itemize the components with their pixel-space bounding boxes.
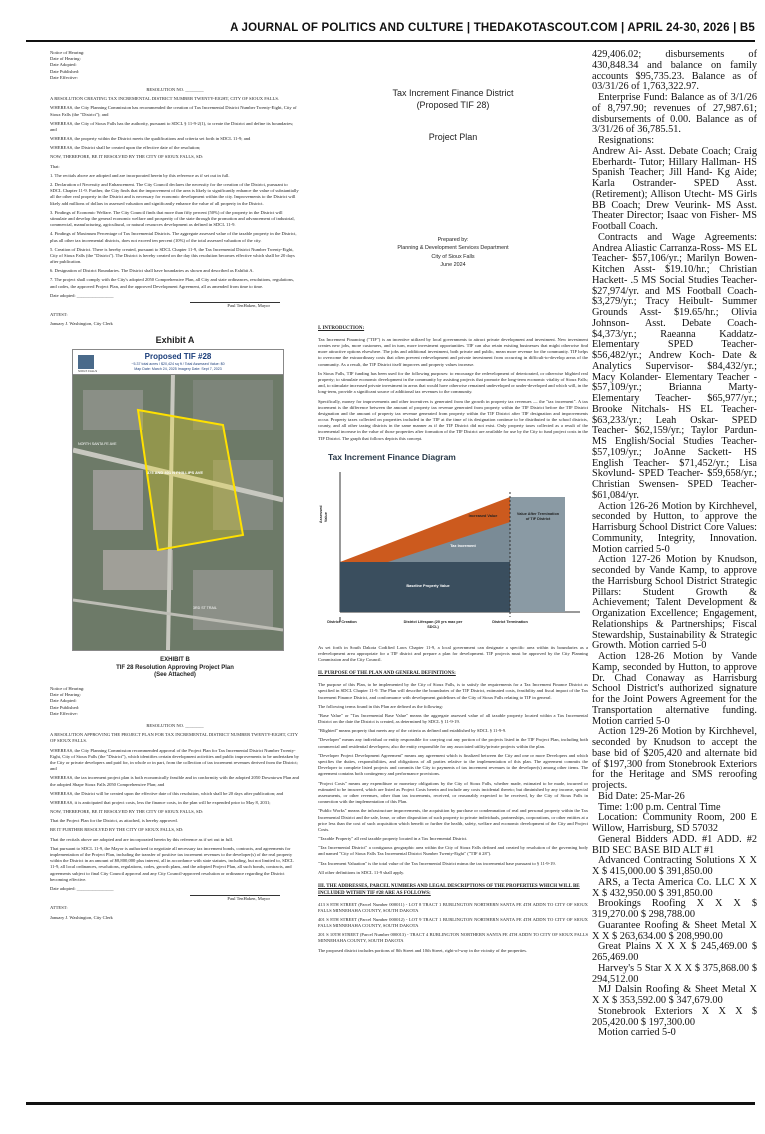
minutes-paragraph: MJ Dalsin Roofing & Sheet Metal X X X $ 353,592.00 $ 347,679.00 — [592, 984, 757, 1006]
map-label: NORTH SANTA FE AVE — [78, 441, 117, 446]
that-label: That: — [50, 163, 60, 169]
masthead-rule — [26, 40, 755, 42]
whereas-clause: That the recitals above are adopted and are incorporated herein by this reference as if set out in full. — [50, 836, 234, 842]
map-label: 3RD ST TRAIL — [193, 605, 217, 610]
definition: All other definitions in SDCL 11-9 shall apply. — [318, 869, 405, 875]
definition: "Developer Project Development Agreement" means any agreement which is finalized between the City and one or more Developers and which specifies the duties, responsibilities, and obligations of all parties relative to the implementation of this plan. The agreement commits the Developer to complete listed projects and commits the City to payments of tax increment revenues to the developer(s) among other items. The agreement contains both contingency and performance provisions. — [318, 752, 588, 777]
resolution-title: A RESOLUTION CREATING TAX INCREMENTAL DISTRICT NUMBER TWENTY-EIGHT, CITY OF SIOUX FALLS. — [50, 96, 280, 102]
resolution-item: 4. Findings of Maximum Percentage of Tax Incremental Districts. The aggregate assessed value of the taxable property in the District, plus all other tax incremental districts, does not exceed ten percent (10%) of the total assessed valuation of the city. — [50, 231, 297, 243]
mayor-signature: Paul TenHaken, Mayor — [227, 303, 270, 308]
minutes-paragraph: Action 129-26 Motion by Kirchhevel, seconded by Knudson to accept the base bid of $205,420 and alternate bid of $197,300 from Stonebrook Exteriors for the Heritage and SMS reroofing projects. — [592, 726, 757, 791]
prepared-line: June 2024 — [440, 262, 466, 269]
minutes-paragraph: Location: Community Room, 200 E Willow, Harrisburg, SD 57032 — [592, 812, 757, 834]
paragraph: Specifically, money for improvements and other incentives is generated from the growth in property tax revenues — the "tax increment". A tax increment is the difference between the amount of property tax revenue generated from property within the TIF District before the TIF District designation and the amount of property tax revenue generated from property within the TIF District after TIF designation and improvements occur. Property taxes collected on properties included in the TIF at the time of its designation continue to be distributed to the school districts, county, and all other taxing districts in the same manner as if the TIF District did not exist. Only property taxes collected as a result of the incremental increase in the value of those properties after formation of the TIF District are available for use by the City to fund project costs in the TIF District. The graph that follows depicts this concept. — [318, 398, 588, 441]
prepared-by — [318, 236, 588, 271]
paragraph: As set forth in South Dakota Codified Laws Chapter 11-9, a local government can designate a specific area within its boundaries as a redevelopment area appropriate for a TIF district and prepare a plan for development. TIF projects must be approved by the City Planning Commission and the City Council. — [318, 644, 588, 663]
minutes-paragraph: Stonebrook Exteriors X X X $ 205,420.00 $ 197,300.00 — [592, 1005, 757, 1028]
tif-diagram — [318, 452, 588, 637]
paragraph: The purpose of this Plan, to be implemented by the City of Sioux Falls, is to satisfy the requirements for a Tax Increment Finance District as specified in SDCL Chapter 11-9. The Plan will describe the boundaries of the TIF District, estimated costs, feasibility and fiscal impact of the Tax Increment Finance District, and conformance with development guidelines of the City of Sioux Falls relating to TIF in general. — [318, 682, 588, 700]
exhibit-b-title — [50, 657, 300, 680]
diagram-label: Value After Termination of TIF District — [516, 511, 560, 521]
notice-field: Date of Hearing: — [50, 692, 81, 698]
whereas-clause: WHEREAS, the City Planning Commission recommended approval of the Project Plan for Tax Incremental District Number Twenty-Eight, City of Sioux Falls (the "District"), which identifies certain development activities and public improvements to be undertaken by the City or private developers and paid for, in whole or in part, from the collection of tax increment revenues derived from the District; and — [50, 747, 299, 772]
whereas-clause: WHEREAS, the property within the District meets the qualifications and criteria set forth in SDCL 11-9; and — [50, 136, 251, 142]
legal-description: 401 S 8TH STREET (Parcel Number 000012) - LOT 9 TRACT 1 BURLINGTON NORTHERN SANTA FE 4TH ADDN TO CITY OF SIOUX FALLS MINNEHAHA COUNTY, SOUTH DAKOTA — [318, 916, 588, 929]
city-logo-text: SIOUX FALLS — [78, 368, 98, 373]
clerk-signature: January J. Washington, City Clerk — [50, 914, 113, 920]
definition: "Taxable Property" all real taxable property located in a Tax Incremental District. — [318, 836, 468, 842]
mayor-signature: Paul TenHaken, Mayor — [227, 896, 270, 902]
aerial-map-image — [73, 350, 283, 650]
minutes-paragraph: Great Plains X X X $ 245,469.00 $ 265,469.00 — [592, 941, 757, 963]
diagram-label: Baseline Property Value — [406, 583, 450, 588]
paragraph: The following terms found in this Plan are defined as the following: — [318, 703, 443, 709]
resolution-title: A RESOLUTION APPROVING THE PROJECT PLAN FOR TAX INCREMENTAL DISTRICT NUMBER TWENTY-EIGHT, CITY OF SIOUX FALLS. — [50, 732, 298, 744]
plan-title-line: (Proposed TIF 28) — [416, 99, 490, 110]
notice-field: Date Adopted: — [50, 62, 77, 68]
minutes-paragraph: Contracts and Wage Agreements: Andrea Aliastic Carranza-Ross- MS EL Teacher- $57,106/yr.; Marilyn Bowen- Kitchen Asst- $19.10/hr.; Christian Hackett- .5 MS Social Studies Teacher- $27,974/yr. and MS Football Coach- $3,279/yr.; Tracy Heibult- Summer Grounds Asst- $19.65/hr.; Olivia Johnson- Asst. Debate Coach- $4,373/yr.; Raeanna Kaddatz- Elementary SPED Teacher- $56,482/yr.; Andrew Koch- Date & Analytics Supervisor- $84,432/yr.; Macy Kolander- Elementary Teacher - $57,109/yr.; Brianna Marty- Elementary Teacher- $65,977/yr.; Brooke Nitchals- HS EL Teacher- $63,233/yr.; Leah Oskar- SPED Teacher- $62,159/yr.; Taylor Pardun- MS English/Social Studies Teacher- $57,109/yr.; JoAnne Sackett- HS English Teacher- $71,452/yr.; Lisa Skovlund- SPED Teacher- $59,658/yr.; Christian Swensen- SPED Teacher- $61,084/yr. — [592, 231, 757, 501]
legal-description: 201 S 10TH STREET (Parcel Number 000013) - TRACT 4 BURLINGTON NORTHERN SANTA FE 4TH ADDN TO CITY OF SIOUX FALLS MINNEHAHA COUNTY, SOUTH DAKOTA — [318, 932, 588, 944]
map-title: Proposed TIF #28 — [144, 351, 212, 361]
diagram-title: Tax Increment Finance Diagram — [328, 451, 456, 462]
map-header — [73, 350, 283, 375]
definition: "Blighted" means property that meets any of the criteria as defined and established by SDCL § 11-9-9. — [318, 728, 507, 734]
section-heading: III. THE ADDRESSES, PARCEL NUMBERS AND LEGAL DESCRIPTIONS OF THE PROPERTIES WHICH WILL BE INCLUDED WITHIN TIF #28 ARE AS FOLLOWS: — [318, 884, 580, 896]
section-heading: II. PURPOSE OF THE PLAN AND GENERAL DEFINITIONS: — [318, 671, 456, 677]
map-subtitle: Map Date: March 24, 2025 Imagery Date: Sept 7, 2023 — [134, 366, 222, 371]
whereas-clause: NOW, THEREFORE, BE IT RESOLVED BY THE CITY OF SIOUX FALLS, SD: — [50, 809, 204, 815]
left-column — [50, 50, 300, 924]
minutes-paragraph: Enterprise Fund: Balance as of 3/1/26 of 8,797.90; revenues of 27,987.61; disbursements of 0.00. Balance as of 3/31/26 of 36,785.51. — [592, 92, 757, 136]
whereas-clause: WHEREAS, the City of Sioux Falls has the authority, pursuant to SDCL § 11-9-2(1), to create the District and define its boundaries; and — [50, 120, 294, 132]
notice-field: Notice of Hearing: — [50, 686, 85, 692]
notice-field: Date Effective: — [50, 710, 78, 716]
paragraph: The proposed district includes portions of 8th Street and 10th Street, right-of-way in the vicinity of the properties. — [318, 947, 528, 953]
minutes-paragraph: ARS, a Tecta America Co. LLC X X X $ 432,950.00 $ 391,850.00 — [592, 876, 757, 899]
diagram-label: Increased Value — [468, 513, 498, 518]
whereas-clause: WHEREAS, it is anticipated that project costs, less the finance costs, in the plan will be expended prior to May 8, 2031; — [50, 799, 271, 805]
attest-label: ATTEST: — [50, 905, 68, 911]
attest-label: ATTEST: — [50, 312, 68, 318]
spacer — [318, 270, 588, 318]
exhibit-b-line: EXHIBIT B — [160, 656, 190, 663]
whereas-clause: That pursuant to SDCL 11-9, the Mayor is authorized to negotiate all necessary tax increment bonds, contracts, and agreements for implementation of the Project Plan, including the transfer of positive tax increment revenues to the developer(s) of the real property within the District in an amount of $8,800,000 plus interest, all in accordance with state statutes, including, but not limited to, SDCL 11-9, all local ordinances, resolutions, regulations, codes, growth plans, and the adopted Project Plan, all such bonds, contracts, and agreements subject to final City Council approval and any City Council-approved resolution or ordinance regarding the District becoming effective. — [50, 845, 294, 882]
definition: "Tax Incremental District" a contiguous geographic area within the City of Sioux Falls defined and created by resolution of the governing body and named "City of Sioux Falls Tax Incremental District Number Twenty-Eight" ("TIF # 28"). — [318, 845, 588, 857]
tif-map — [72, 349, 284, 651]
resolution-item: 5. Creation of District. There is hereby created, pursuant to SDCL Chapter 11-9, the Tax Incremental District Number Twenty-Eight, City of Sioux Falls (the "District"). The District is hereby created on the day this resolution becomes effective which shall be 20 days after publication. — [50, 246, 295, 265]
minutes-paragraph: Guarantee Roofing & Sheet Metal X X X $ 263,634.00 $ 208,990.00 — [592, 919, 757, 942]
resolution-item: 3. Findings of Economic Welfare. The City Council finds that more than fifty percent (50%) of the property in the District will stimulate and develop the general economic welfare and prosperity of the state through the promotion and advancement of industrial, commercial, manufacturing, agricultural, or natural resources development as defined in SDCL 11-9. — [50, 209, 295, 228]
whereas-clause: WHEREAS, the District will be created upon the effective date of this resolution, which shall be 20 days after publication; and — [50, 790, 284, 796]
resolution-number: RESOLUTION NO. ________ — [146, 86, 204, 92]
diagram-label: District Lifespan (20 yrs max per SDCL) — [403, 619, 463, 629]
plan-title-line: Tax Increment Finance District — [392, 88, 514, 98]
minutes-paragraph: Bid Date: 25-Mar-26 — [598, 790, 685, 802]
prepared-line: City of Sioux Falls — [431, 253, 475, 260]
minutes-paragraph: Action 127-26 Motion by Knudson, seconded by Vande Kamp, to approve the Harrisburg School District Strategic Pillars: Student Growth & Achievement; Talent Development & Organization Excellence; Engagement, Relationships & Partnerships; Fiscal Stewardship, Sustainability & Strategic Growth. Motion carried 5-0 — [592, 554, 757, 652]
notice-field: Notice of Hearing: — [50, 50, 85, 55]
right-column — [592, 50, 757, 1039]
notice-field: Date Effective: — [50, 74, 78, 80]
section-heading: I. INTRODUCTION: — [318, 326, 365, 332]
minutes-paragraph: Time: 1:00 p.m. Central Time — [598, 801, 721, 813]
now-therefore: NOW, THEREFORE, BE IT RESOLVED BY THE CITY OF SIOUX FALLS, SD: — [50, 154, 204, 160]
plan-subtitle: Project Plan — [428, 132, 478, 143]
definition: "Project Costs" means any expenditure or monetary obligations by the City of Sioux Falls, whether made, estimated to be made, incurred or estimated to be incurred, which are listed as Project Costs herein and include any costs incidental thereto; but diminished by any income, special assessments, or other revenues, other than tax increments, received, or reasonably expected to be received, by the City of Sioux Falls in connection with the implementation of this Plan. — [318, 780, 588, 805]
notice-field: Date Published: — [50, 704, 80, 710]
minutes-paragraph: General Bidders ADD. #1 ADD. #2 BID SEC BASE BID ALT #1 — [592, 833, 757, 856]
resolution-item: 6. Designation of District Boundaries. The District shall have boundaries as shown and described as Exhibit A. — [50, 268, 254, 274]
minutes-paragraph: Resignations: — [598, 135, 655, 146]
minutes-paragraph: Brookings Roofing X X X $ 319,270.00 $ 298,788.00 — [592, 898, 757, 920]
exhibit-b-line: TIF 28 Resolution Approving Project Plan — [116, 664, 234, 671]
definition: "Public Works" means the infrastructure improvements, the acquisition by purchase or condemnation of real and personal property within the Tax Incremental District and the sale, lease, or other disposition of such property to private individuals, partnerships, corporations, or other entities at a price less than the cost of such acquisition which benefit or further the health, safety, welfare and economic development of the City and Project Costs. — [318, 808, 588, 832]
notice-field: Date Adopted: — [50, 698, 77, 704]
resolution-item: 7. The project shall comply with the City's adopted 2050 Comprehensive Plan, all City and state ordinances, resolutions, regulations, and codes, the approved Project Plan, and the approved Development Agreement, all as amended from time to time. — [50, 277, 295, 289]
masthead — [0, 0, 765, 44]
date-adopted: Date adopted: ________________ — [50, 885, 114, 891]
whereas-clause: That the Project Plan for the District, as attached, is hereby approved. — [50, 818, 178, 824]
definition: "Base Value" or "Tax Incremental Base Value" means the aggregate assessed value of all taxable property located within a Tax Incremental District on the date the District is created, as determined by SDCL § 11-9-19. — [318, 712, 588, 725]
plan-title — [318, 88, 588, 111]
date-adopted: Date adopted: ________________ — [50, 292, 114, 298]
exhibit-a-title: Exhibit A — [155, 334, 195, 345]
map-subtitle: ~5.37 total acres / $20,424 sq ft / Total Assessed Value: $0 — [131, 361, 225, 366]
paragraph: Tax Increment Financing ("TIF") is an incentive utilized by local governments to attract private development and investment. New investment creates new jobs, more customers, and in turn, more investment opportunities. TIF can also retain existing businesses that might otherwise find more attractive options elsewhere. The jobs and additional investment, both private and public, mean more revenue for the community. TIF helps to overcome the extraordinary costs that often prevent redevelopment and private investment from occurring in difficult-to-develop areas of the community. As a result, the TIF District itself improves and property values increase. — [318, 336, 588, 367]
resolution-number: RESOLUTION NO. ________ — [146, 723, 204, 729]
definition: "Developer" means any individual or entity responsible for carrying out any portion of the projects listed in the TIF Project Plan, including both commercial and residential developers; also the entity responsible for any associated utility/private projects within the plan. — [318, 737, 588, 749]
minutes-paragraph: Action 126-26 Motion by Kirchhevel, seconded by Hutton, to approve the Harrisburg School District Core Values: Community, Integrity, Innovation. Motion carried 5-0 — [592, 500, 757, 555]
diagram-label: District Termination — [492, 619, 528, 624]
paragraph: In Sioux Falls, TIF funding has been used for the following purposes: to encourage the redevelopment of deteriorated, or otherwise blighted real property; to stimulate economic development in the community by assisting projects that promote the long-term economic vitality of Sioux Falls; and, to stimulate increased private investment in areas that would have otherwise remained undeveloped or under-developed and which will, in the long-term, provide a significant source of additional tax revenues to the community. — [318, 370, 588, 395]
prepared-line: Planning & Development Services Department — [397, 245, 509, 252]
legal-description: 413 S 8TH STREET (Parcel Number 000011) - LOT 8 TRACT 1 BURLINGTON NORTHERN SANTA FE 4TH ADDN TO CITY OF SIOUX FALLS MINNEHAHA COUNTY, SOUTH DAKOTA — [318, 901, 588, 913]
notice-field: Date of Hearing: — [50, 56, 81, 62]
minutes-paragraph: Harvey's 5 Star X X X $ 375,868.00 $ 294,512.00 — [592, 962, 757, 985]
definition: "Tax Increment Valuation" is the total value of the Tax Incremental District minus the tax incremental base pursuant to § 11-9-19. — [318, 860, 556, 866]
diagram-label: Tax Increment — [450, 543, 476, 548]
notice-fields — [50, 50, 300, 81]
footer-rule — [26, 1102, 755, 1105]
notice-fields — [50, 686, 300, 717]
masthead-text: A JOURNAL OF POLITICS AND CULTURE | THEDAKOTASCOUT.COM | APRIL 24-30, 2026 | B5 — [230, 22, 755, 34]
diagram-label: District Creation — [327, 619, 357, 624]
whereas-clause: WHEREAS, the City Planning Commission has recommended the creation of Tax Incremental District Number Twenty-Eight, City of Sioux Falls (the "District"); and — [50, 105, 297, 117]
minutes-paragraph: Advanced Contracting Solutions X X X $ 415,000.00 $ 391,850.00 — [592, 855, 757, 877]
minutes-paragraph: 429,406.02; disbursements of 430,848.34 and balance on family accounts $95,735.23. Balance as of 03/31/26 of 1,763,322.97. — [592, 49, 757, 93]
minutes-paragraph: Action 128-26 Motion by Vande Kamp, seconded by Hutton, to approve Dr. Chad Conaway as Harrisburg School District's authorized signature for the Joint Powers Agreement for the Transportation alternative funding. Motion carried 5-0 — [592, 651, 757, 727]
middle-column — [318, 50, 588, 957]
resolution-item: 2. Declaration of Necessity and Enhancement. The City Council declares the necessity for the creation of the District, pursuant to SDCL Chapter 11-9. Further, the City finds that the improvement of the area is likely to significantly enhance the value of substantially all the other real property in the District and is necessary for economic development within the city. Improvements to the District will likely add millions of dollars in assessed valuation and significantly enhance the value of all property in the District. — [50, 182, 299, 206]
map-label: 375 AND 401 N PHILLIPS AVE — [146, 469, 204, 475]
prepared-line: Prepared by: — [437, 236, 469, 243]
whereas-clause: WHEREAS, the District shall be created upon the effective date of the resolution; — [50, 145, 201, 151]
notice-field: Date Published: — [50, 68, 80, 74]
whereas-clause: WHEREAS, the tax increment project plan is both economically feasible and in conformity with the adopted 2050 Downtown Plan and the adopted Shape Sioux Falls 2050 Comprehensive Plan; and — [50, 775, 300, 787]
minutes-paragraph: Motion carried 5-0 — [598, 1027, 676, 1039]
exhibit-b-line: (See Attached) — [154, 672, 196, 679]
whereas-clause: BE IT FURTHER RESOLVED BY THE CITY OF SIOUX FALLS, SD: — [50, 827, 184, 833]
resolution-item: 1. The recitals above are adopted and are incorporated herein by this reference as if set out in full. — [50, 172, 230, 178]
clerk-signature: January J. Washington, City Clerk — [50, 321, 113, 327]
diagram-y-label: Assessed Value — [318, 505, 328, 523]
minutes-paragraph: Andrew Ai- Asst. Debate Coach; Craig Eberhardt- Tutor; Hillary Hallman- HS Spanish Teacher; Jill Hand- Kg Aide; Karla Ostrander- SPED Asst. (Retirement); Allison Utecht- MS Girls BB Coach; Drew Veurink- MS Asst. Theater Director; Isaac von Fisher- MS Football Coach. — [592, 145, 757, 232]
